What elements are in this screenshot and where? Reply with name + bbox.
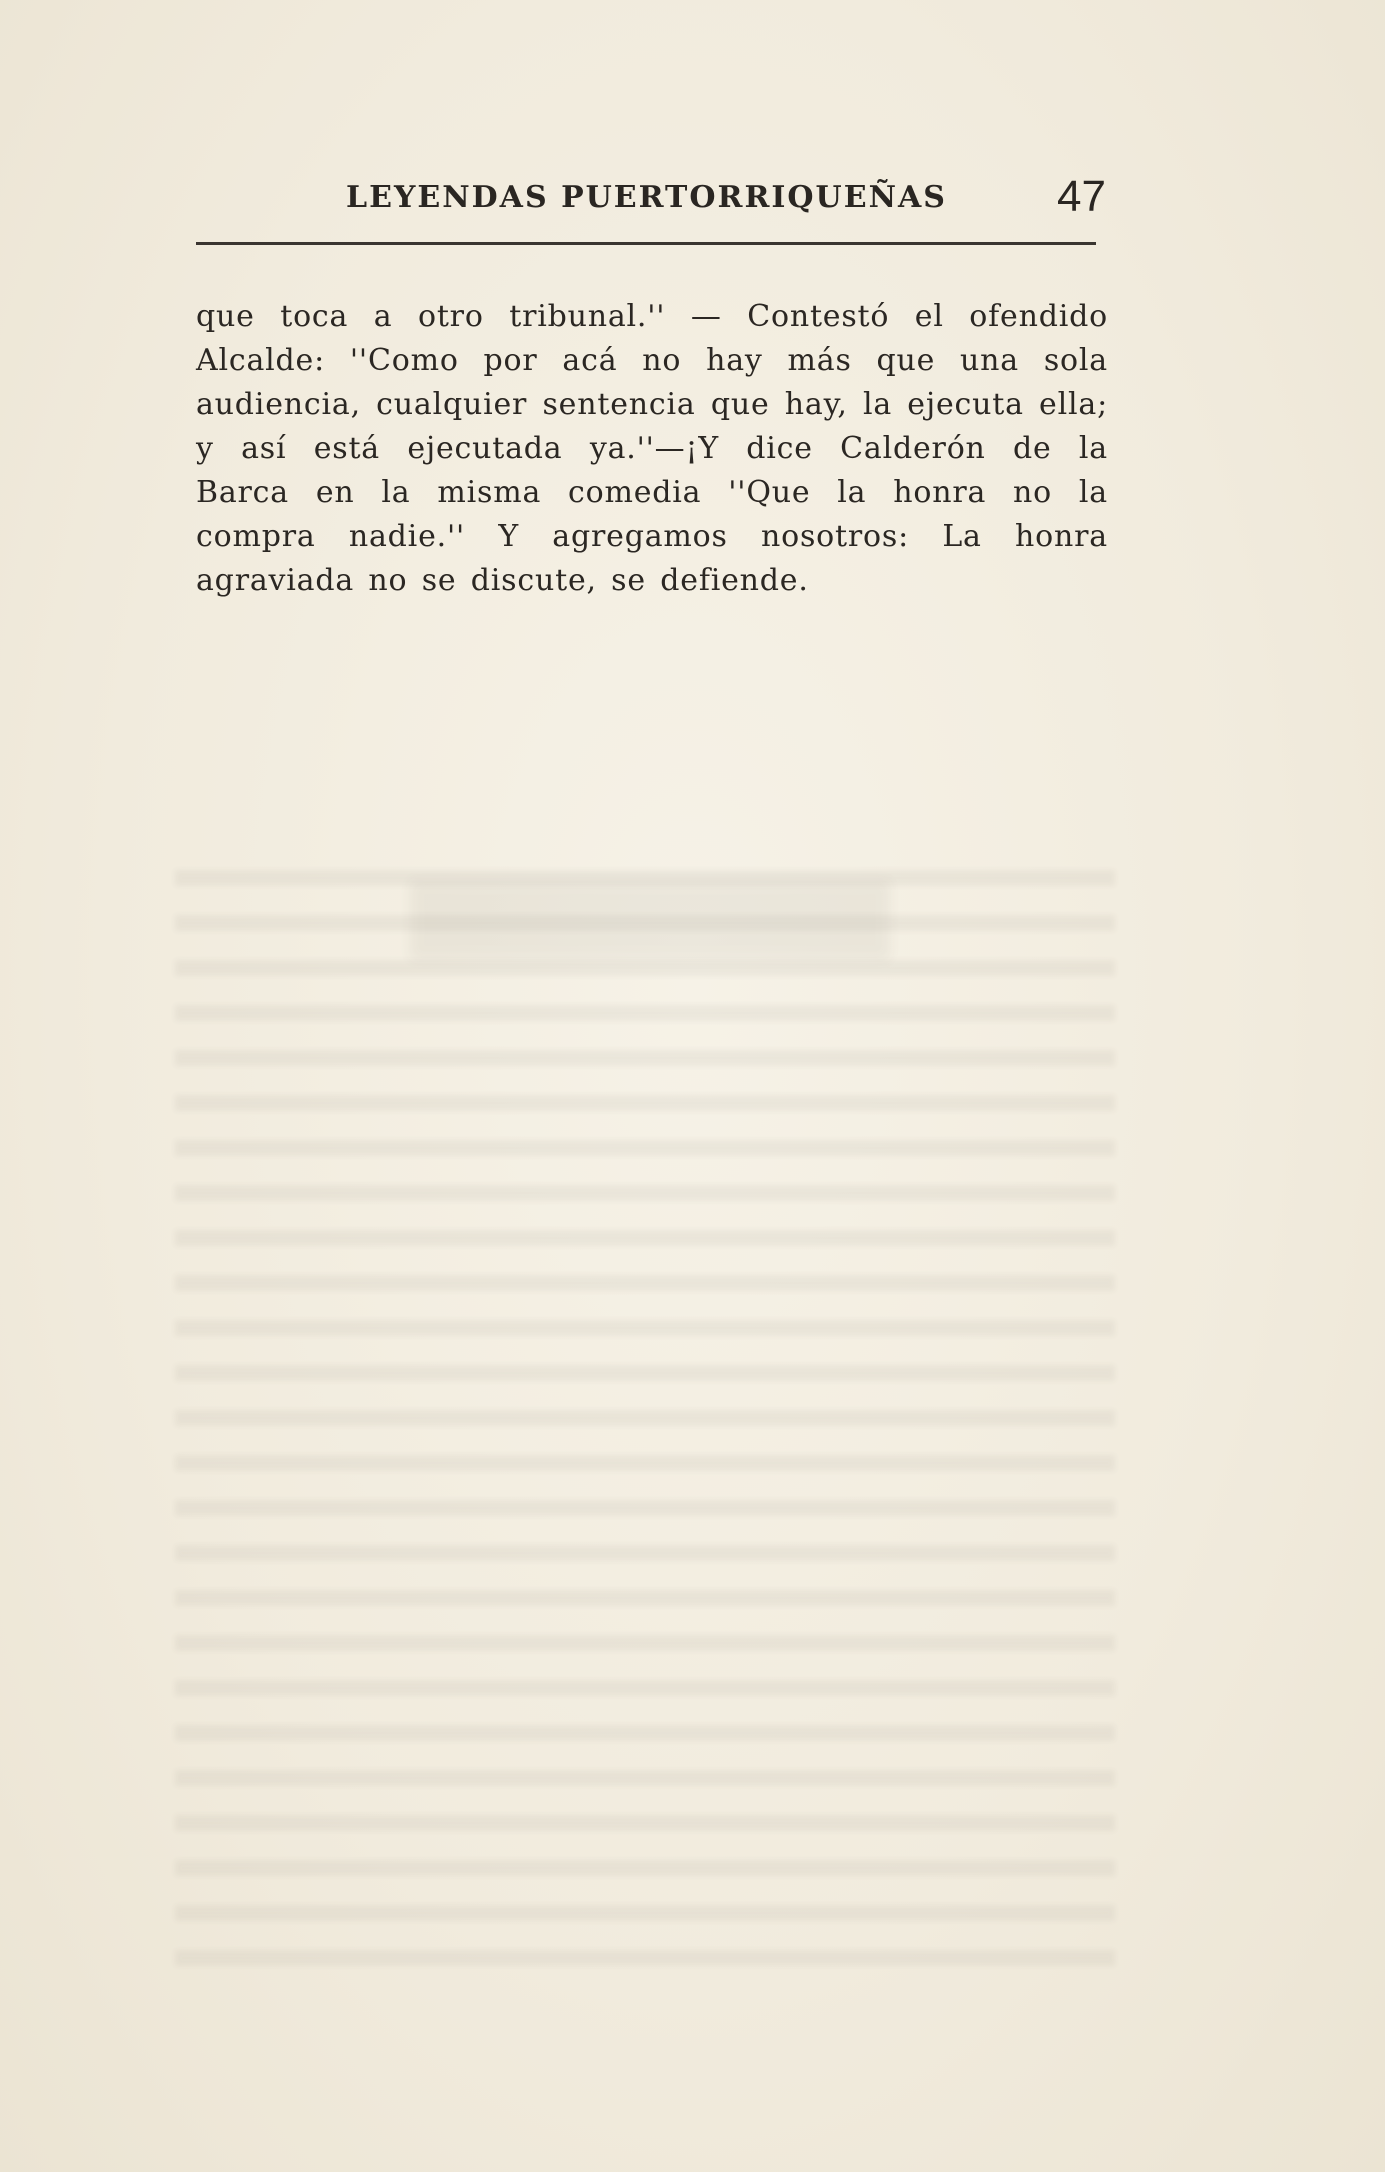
body-paragraph: que toca a otro tribunal.'' — Contestó el ofendido Alcalde: ''Como por acá no hay más que una sola audiencia, cualquier sentencia que hay, la ejecuta ella; y así está ejecutada ya.''—¡Y dice Calderón de la Barca en la misma comedia ''Que la honra no la compra nadie.'' Y agregamos nosotros: La honra agraviada no se discute, se defiende. bbox=[196, 299, 1108, 598]
running-title: LEYENDAS PUERTORRIQUEÑAS bbox=[346, 180, 947, 215]
header-rule bbox=[196, 242, 1096, 245]
page-header bbox=[196, 172, 1106, 252]
show-through-text bbox=[175, 870, 1115, 1990]
page-number: 47 bbox=[1057, 172, 1106, 221]
